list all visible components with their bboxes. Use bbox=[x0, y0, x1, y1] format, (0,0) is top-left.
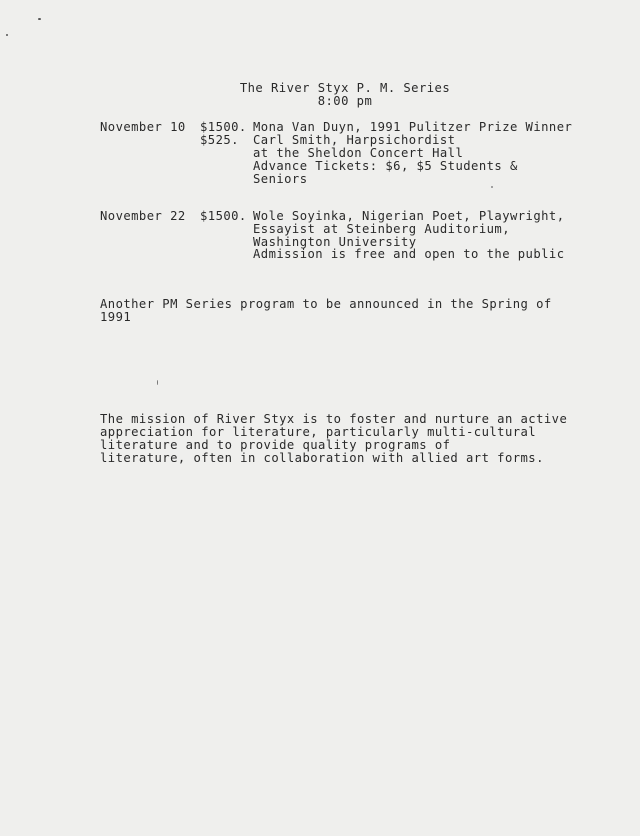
announcement-line: 1991 bbox=[100, 310, 132, 324]
scan-speck bbox=[157, 380, 158, 385]
event-detail-line: at the Sheldon Concert Hall bbox=[253, 146, 464, 160]
event-date: November 10 bbox=[100, 120, 186, 134]
event-detail-line: Essayist at Steinberg Auditorium, bbox=[253, 222, 510, 236]
series-time: 8:00 pm bbox=[317, 94, 373, 108]
event-fee: $1500. bbox=[200, 120, 247, 134]
event-fee-secondary: $525. bbox=[200, 133, 239, 147]
event-fee: $1500. bbox=[200, 209, 247, 223]
event-date: November 22 bbox=[100, 209, 186, 223]
event-detail-line: Admission is free and open to the public bbox=[253, 247, 565, 261]
scan-speck bbox=[6, 34, 8, 36]
event-detail-line: Wole Soyinka, Nigerian Poet, Playwright, bbox=[253, 209, 565, 223]
mission-line: literature and to provide quality programs of bbox=[100, 438, 451, 452]
mission-line: appreciation for literature, particularly multi-cultural bbox=[100, 425, 537, 439]
event-detail-line: Advance Tickets: $6, $5 Students & bbox=[253, 159, 518, 173]
announcement-line: Another PM Series program to be announced in the Spring of bbox=[100, 297, 552, 311]
event-detail-line: Carl Smith, Harpsichordist bbox=[253, 133, 456, 147]
event-detail-line: Mona Van Duyn, 1991 Pulitzer Prize Winner bbox=[253, 120, 573, 134]
scan-speck bbox=[491, 186, 493, 188]
event-detail-line: Washington University bbox=[253, 235, 417, 249]
series-title: The River Styx P. M. Series bbox=[239, 81, 451, 95]
scan-speck bbox=[38, 18, 41, 20]
mission-line: The mission of River Styx is to foster and nurture an active bbox=[100, 412, 568, 426]
mission-line: literature, often in collaboration with allied art forms. bbox=[100, 451, 544, 465]
event-detail-line: Seniors bbox=[253, 172, 308, 186]
